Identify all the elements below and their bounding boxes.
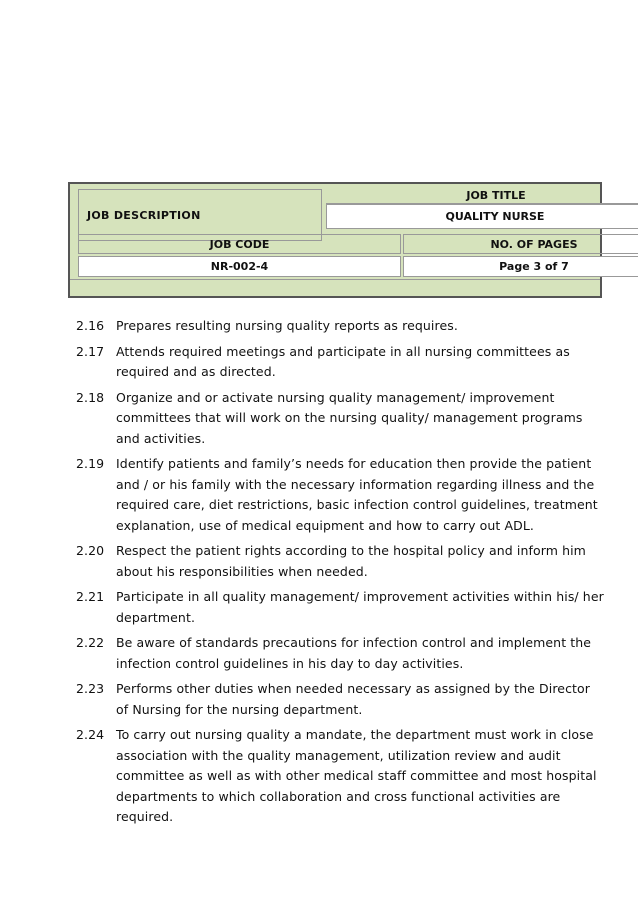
list-item [76,679,606,720]
item-text: Be aware of standards precautions for infection control and implement the infection control guidelines in his day to day activities. [116,635,592,671]
item-text: Performs other duties when needed necessary as assigned by the Director of Nursing for the nursing department. [116,681,591,717]
list-item [76,541,606,582]
list-item [76,454,606,536]
list-item [76,725,606,828]
job-title-label: JOB TITLE [326,187,638,204]
pages-label: NO. OF PAGES [403,234,638,254]
item-text: To carry out nursing quality a mandate, the department must work in close association with the quality management, utilization review and audit committee as well as with other medical staff committee and most hospital departments to which collaboration and cross functional activities are required. [116,727,597,824]
item-number: 2.23 [76,681,105,696]
job-header-table [68,182,602,298]
item-text: Organize and or activate nursing quality management/ improvement committees that will work on the nursing quality/ management programs and activities. [116,389,583,446]
item-text: Attends required meetings and participate in all nursing committees as required and as directed. [116,343,570,379]
item-number: 2.17 [76,343,105,359]
job-description-label: JOB DESCRIPTION [78,189,322,241]
item-text: Identify patients and family’s needs for education then provide the patient and / or his family with the necessary information regarding illness and the required care, diet restrictions, basic infection control guidelines, treatment explanation, use of medical equipment and how to carry out ADL. [116,456,598,533]
duties-list [76,316,606,833]
list-item [76,342,606,383]
list-item [76,388,606,450]
item-number: 2.21 [76,589,105,604]
header-divider [70,279,600,280]
job-code-value: NR-002-4 [78,256,401,277]
item-number: 2.22 [76,635,105,650]
list-item [76,316,606,337]
item-number: 2.24 [76,727,105,742]
item-text: Respect the patient rights according to the hospital policy and inform him about his responsibilities when needed. [116,543,586,579]
item-number: 2.19 [76,456,105,471]
item-number: 2.18 [76,389,105,405]
list-item [76,587,606,628]
item-text: Participate in all quality management/ improvement activities within his/ her department. [116,589,604,625]
pages-value: Page 3 of 7 [403,256,638,277]
item-text: Prepares resulting nursing quality reports as requires. [116,318,458,333]
item-number: 2.20 [76,543,105,558]
item-number: 2.16 [76,318,105,333]
list-item [76,633,606,674]
job-code-label: JOB CODE [78,234,401,254]
job-title-value: QUALITY NURSE [326,204,638,229]
